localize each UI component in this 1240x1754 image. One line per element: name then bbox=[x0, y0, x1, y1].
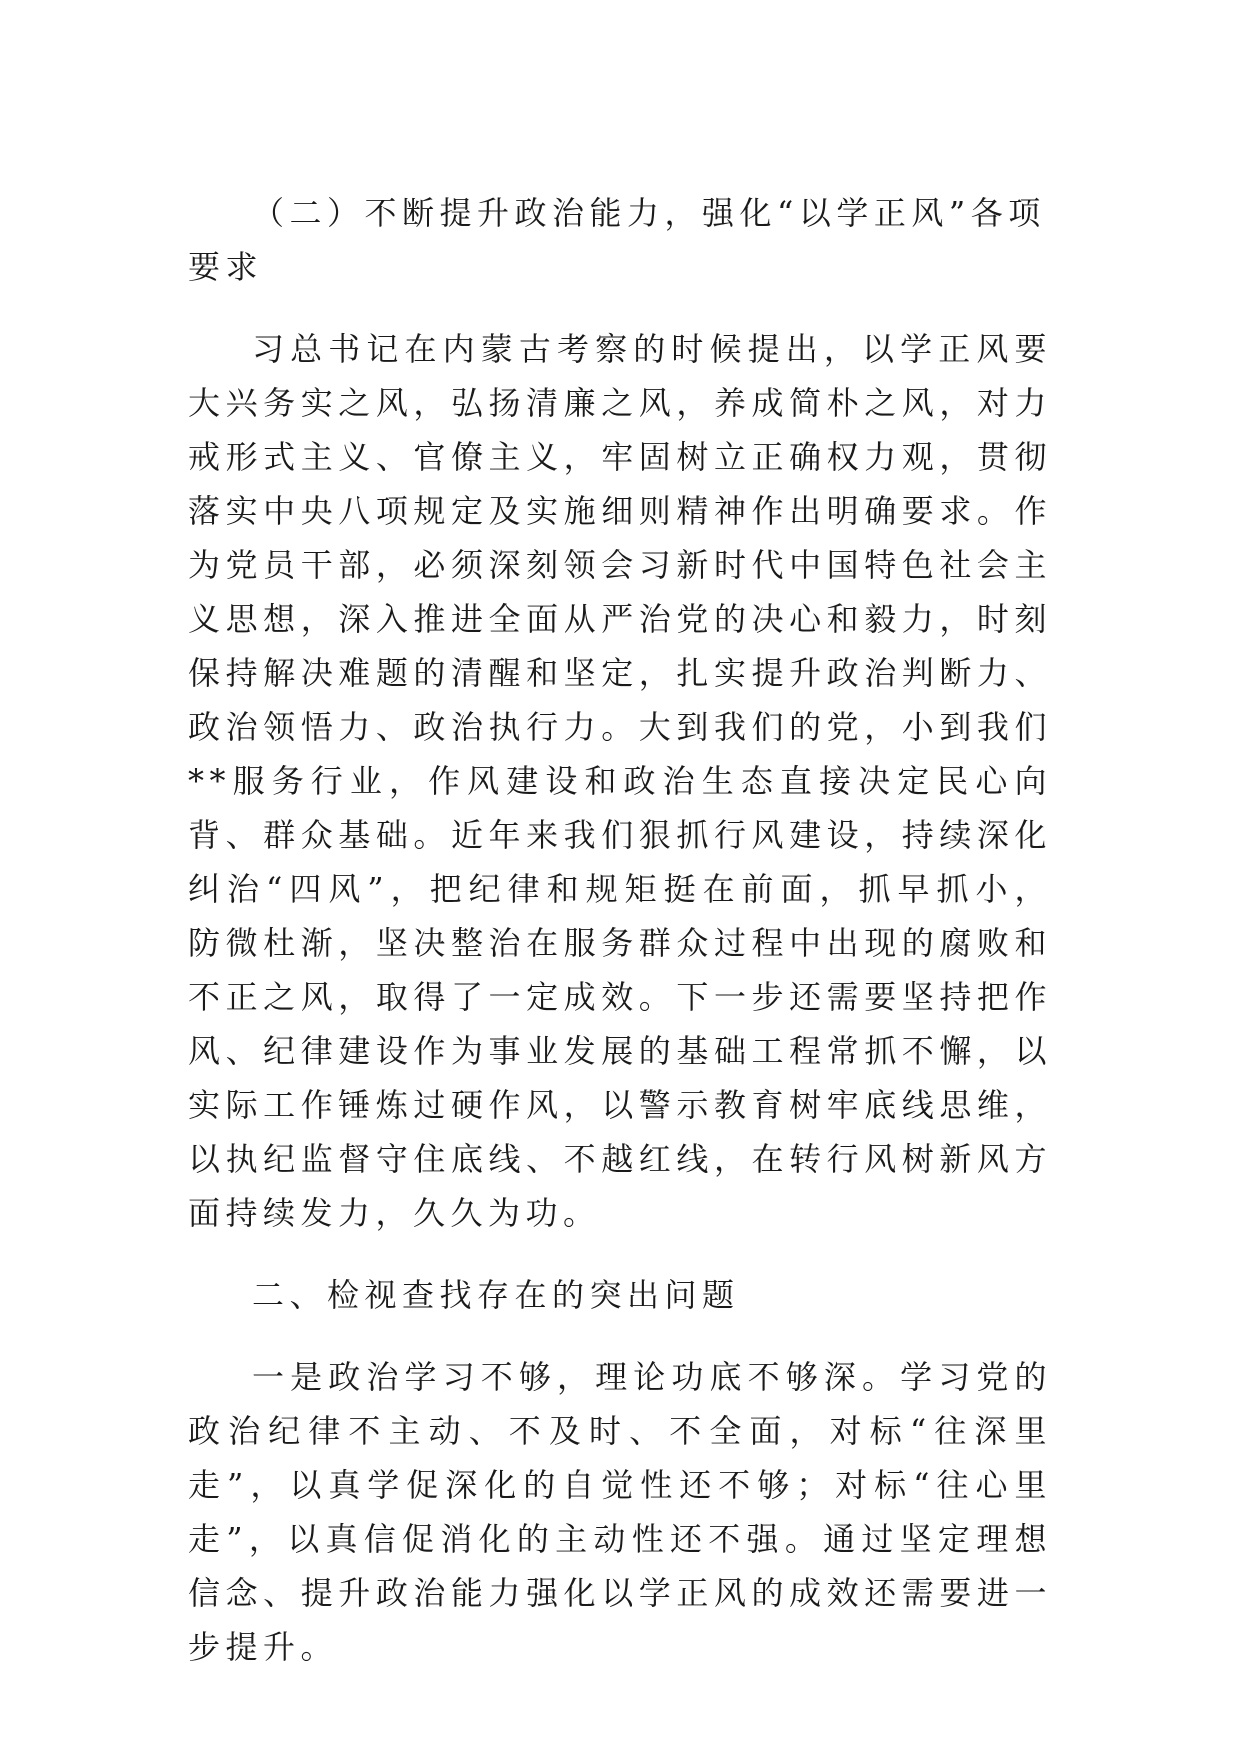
subheading: （二）不断提升政治能力，强化“以学正风”各项要求 bbox=[188, 194, 1046, 286]
body-paragraph: 习总书记在内蒙古考察的时候提出，以学正风要大兴务实之风，弘扬清廉之风，养成简朴之风，对力戒形式主义、官僚主义，牢固树立正确权力观，贯彻落实中央八项规定及实施细则精神作出明确要求。作为党员干部，必须深刻领会习新时代中国特色社会主义思想，深入推进全面从严治党的决心和毅力，时刻保持解决难题的清醒和坚定，扎实提升政治判断力、政治领悟力、政治执行力。大到我们的党，小到我们**服务行业，作风建设和政治生态直接决定民心向背、群众基础。近年来我们狠抓行风建设，持续深化纠治“四风”，把纪律和规矩挺在前面，抓早抓小，防微杜渐，坚决整治在服务群众过程中出现的腐败和不正之风，取得了一定成效。下一步还需要坚持把作风、纪律建设作为事业发展的基础工程常抓不懈，以实际工作锤炼过硬作风，以警示教育树牢底线思维，以执纪监督守住底线、不越红线，在转行风树新风方面持续发力，久久为功。 bbox=[188, 330, 1052, 1232]
section-heading: 二、检视查找存在的突出问题 bbox=[252, 1276, 740, 1314]
document-page bbox=[188, 186, 1052, 1674]
body-paragraph: 一是政治学习不够，理论功底不够深。学习党的政治纪律不主动、不及时、不全面，对标“往深里走”，以真学促深化的自觉性还不够；对标“往心里走”，以真信促消化的主动性还不强。通过坚定理想信念、提升政治能力强化以学正风的成效还需要进一步提升。 bbox=[188, 1358, 1052, 1666]
